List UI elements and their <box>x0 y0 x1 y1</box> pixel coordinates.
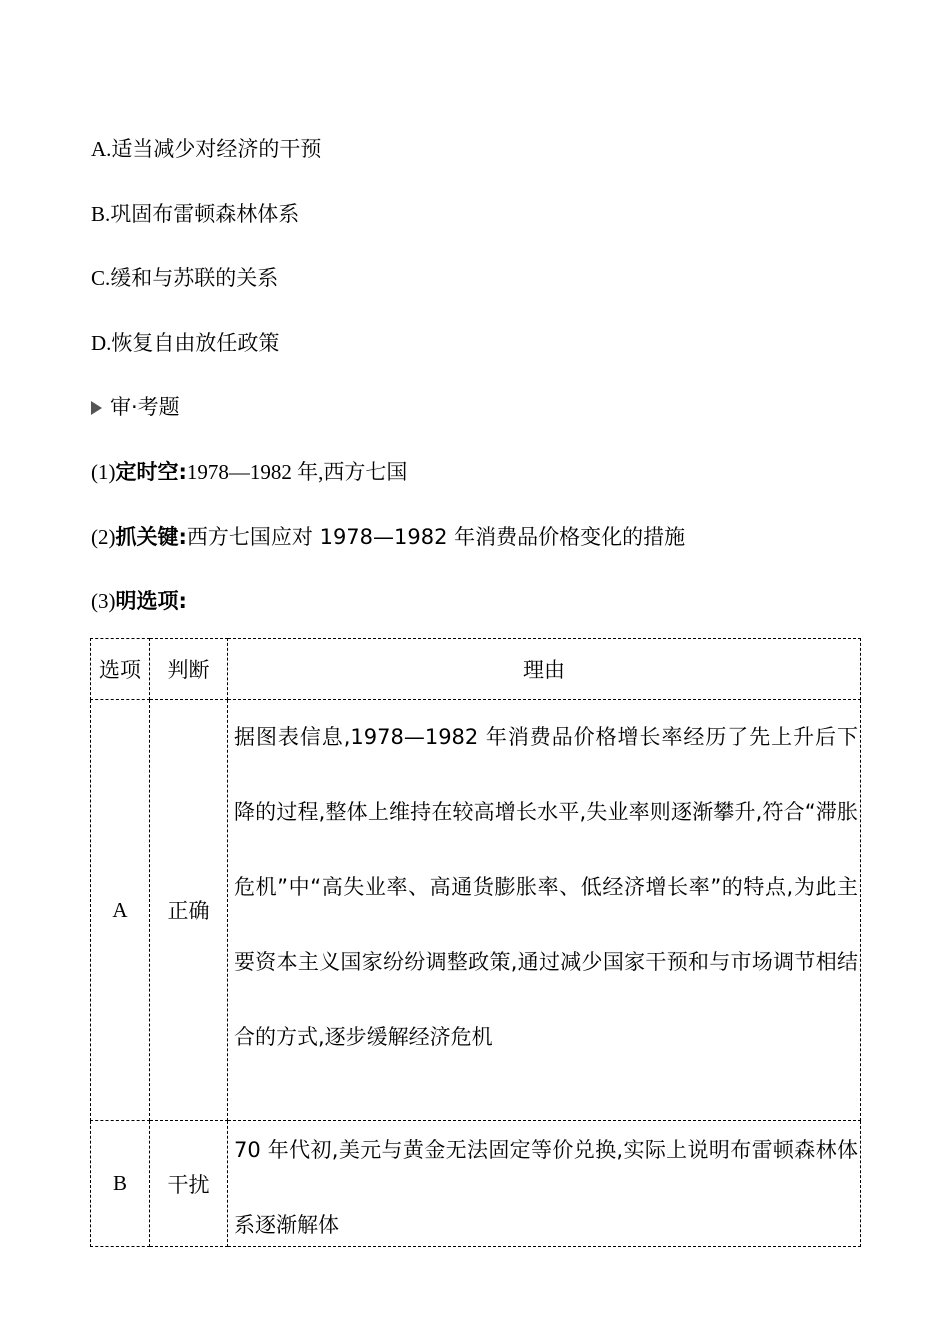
row-judgment: 干扰 <box>150 1121 228 1247</box>
option-text: 缓和与苏联的关系 <box>110 266 279 290</box>
option-text: 恢复自由放任政策 <box>111 331 280 355</box>
row-judgment: 正确 <box>150 700 228 1121</box>
step-label: 定时空: <box>115 460 187 484</box>
row-reason-cell <box>228 700 861 1121</box>
table-row <box>91 1121 861 1247</box>
triangle-bullet-icon <box>91 401 102 415</box>
step-number: (1) <box>91 460 116 484</box>
step-text: 1978—1982 年,西方七国 <box>186 460 408 484</box>
option-d <box>91 328 279 358</box>
step-2 <box>91 522 685 552</box>
option-c <box>91 263 278 293</box>
table-header-row <box>91 639 861 700</box>
step-label: 抓关键: <box>115 525 187 549</box>
option-letter: A. <box>91 137 112 161</box>
header-option: 选项 <box>91 639 150 700</box>
table-row <box>91 700 861 1121</box>
step-3 <box>91 586 187 616</box>
section-heading <box>91 392 180 422</box>
option-a <box>91 134 321 164</box>
step-number: (2) <box>91 525 116 549</box>
row-reason: 70 年代初,美元与黄金无法固定等价兑换,实际上说明布雷顿森林体系逐渐解体 <box>234 1138 858 1237</box>
header-judgment: 判断 <box>150 639 228 700</box>
option-letter: D. <box>91 331 112 355</box>
option-b <box>91 199 299 229</box>
option-letter: C. <box>91 266 111 290</box>
step-text: 西方七国应对 1978—1982 年消费品价格变化的措施 <box>186 525 686 549</box>
section-title: 审·考题 <box>110 395 180 419</box>
option-text: 巩固布雷顿森林体系 <box>110 202 300 226</box>
option-letter: B. <box>91 202 111 226</box>
analysis-table <box>90 638 861 1247</box>
row-reason: 据图表信息,1978—1982 年消费品价格增长率经历了先上升后下降的过程,整体上维持在较高增长水平,失业率则逐渐攀升,符合“滞胀危机”中“高失业率、高通货膨胀率、低经济增长率”的特点,为此主要资本主义国家纷纷调整政策,通过减少国家干预和与市场调节相结合的方式,逐步缓解经济危机 <box>234 725 858 1049</box>
header-reason: 理由 <box>228 639 861 700</box>
step-1 <box>91 457 407 487</box>
option-text: 适当减少对经济的干预 <box>111 137 322 161</box>
row-option: A <box>91 700 150 1121</box>
row-option: B <box>91 1121 150 1247</box>
step-number: (3) <box>91 589 116 613</box>
row-reason-cell <box>228 1121 861 1247</box>
step-label: 明选项: <box>115 589 187 613</box>
